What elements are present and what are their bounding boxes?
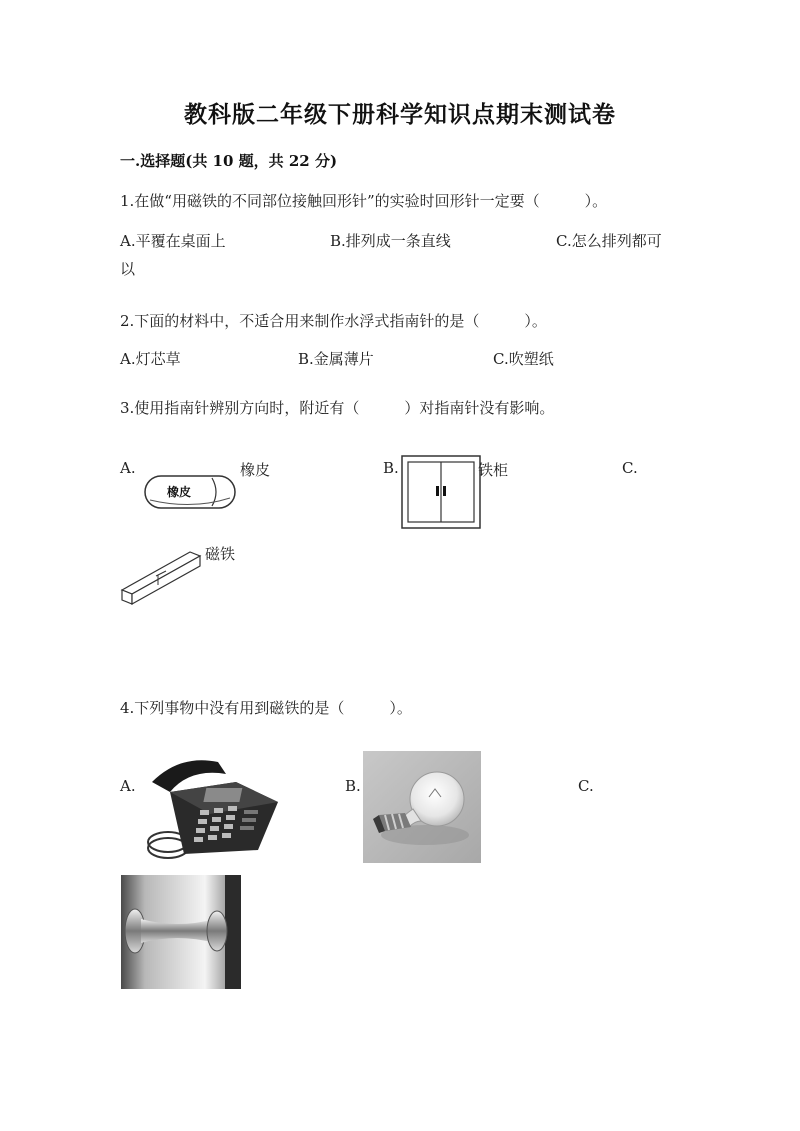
q1-option-b[interactable]: B.排列成一条直线 [330,232,451,250]
q2-option-a[interactable]: A.灯芯草 [120,350,181,368]
q1-option-c[interactable]: C.怎么排列都可 [556,232,662,250]
q3-option-a-label: 橡皮 [240,461,271,479]
q3-option-c-letter[interactable]: C. [622,459,638,477]
eraser-icon [142,470,238,512]
q1-option-c-continued: 以 [120,260,136,278]
question-1-stem: 1.在做“用磁铁的不同部位接触回形针”的实验时回形针一定要（ ）。 [120,192,608,210]
question-3-stem: 3.使用指南针辨别方向时，附近有（ ）对指南针没有影响。 [120,399,555,417]
page-title: 教科版二年级下册科学知识点期末测试卷 [184,101,616,128]
light-bulb-icon [363,751,481,863]
question-4-stem: 4.下列事物中没有用到磁铁的是（ ）。 [120,699,412,717]
q2-option-b[interactable]: B.金属薄片 [298,350,374,368]
eraser-text: 橡皮 [166,485,192,499]
iron-cabinet-icon [400,454,482,530]
q4-option-c-letter[interactable]: C. [578,777,594,795]
door-stopper-icon [121,875,241,989]
magnet-bar-icon [118,544,206,608]
q3-option-a-letter[interactable]: A. [120,459,136,477]
q3-option-b-label: 铁柜 [478,461,509,479]
q4-option-a-letter[interactable]: A. [120,777,136,795]
q3-option-c-label: 磁铁 [205,545,236,563]
q2-option-c[interactable]: C.吹塑纸 [493,350,554,368]
q3-option-b-letter[interactable]: B. [383,459,399,477]
section-heading: 一.选择题(共 10 题，共 22 分) [120,152,338,170]
q4-option-b-letter[interactable]: B. [345,777,361,795]
question-2-stem: 2.下面的材料中，不适合用来制作水浮式指南针的是（ ）。 [120,312,547,330]
q1-option-a[interactable]: A.平覆在桌面上 [120,232,226,250]
telephone-icon [140,752,282,864]
